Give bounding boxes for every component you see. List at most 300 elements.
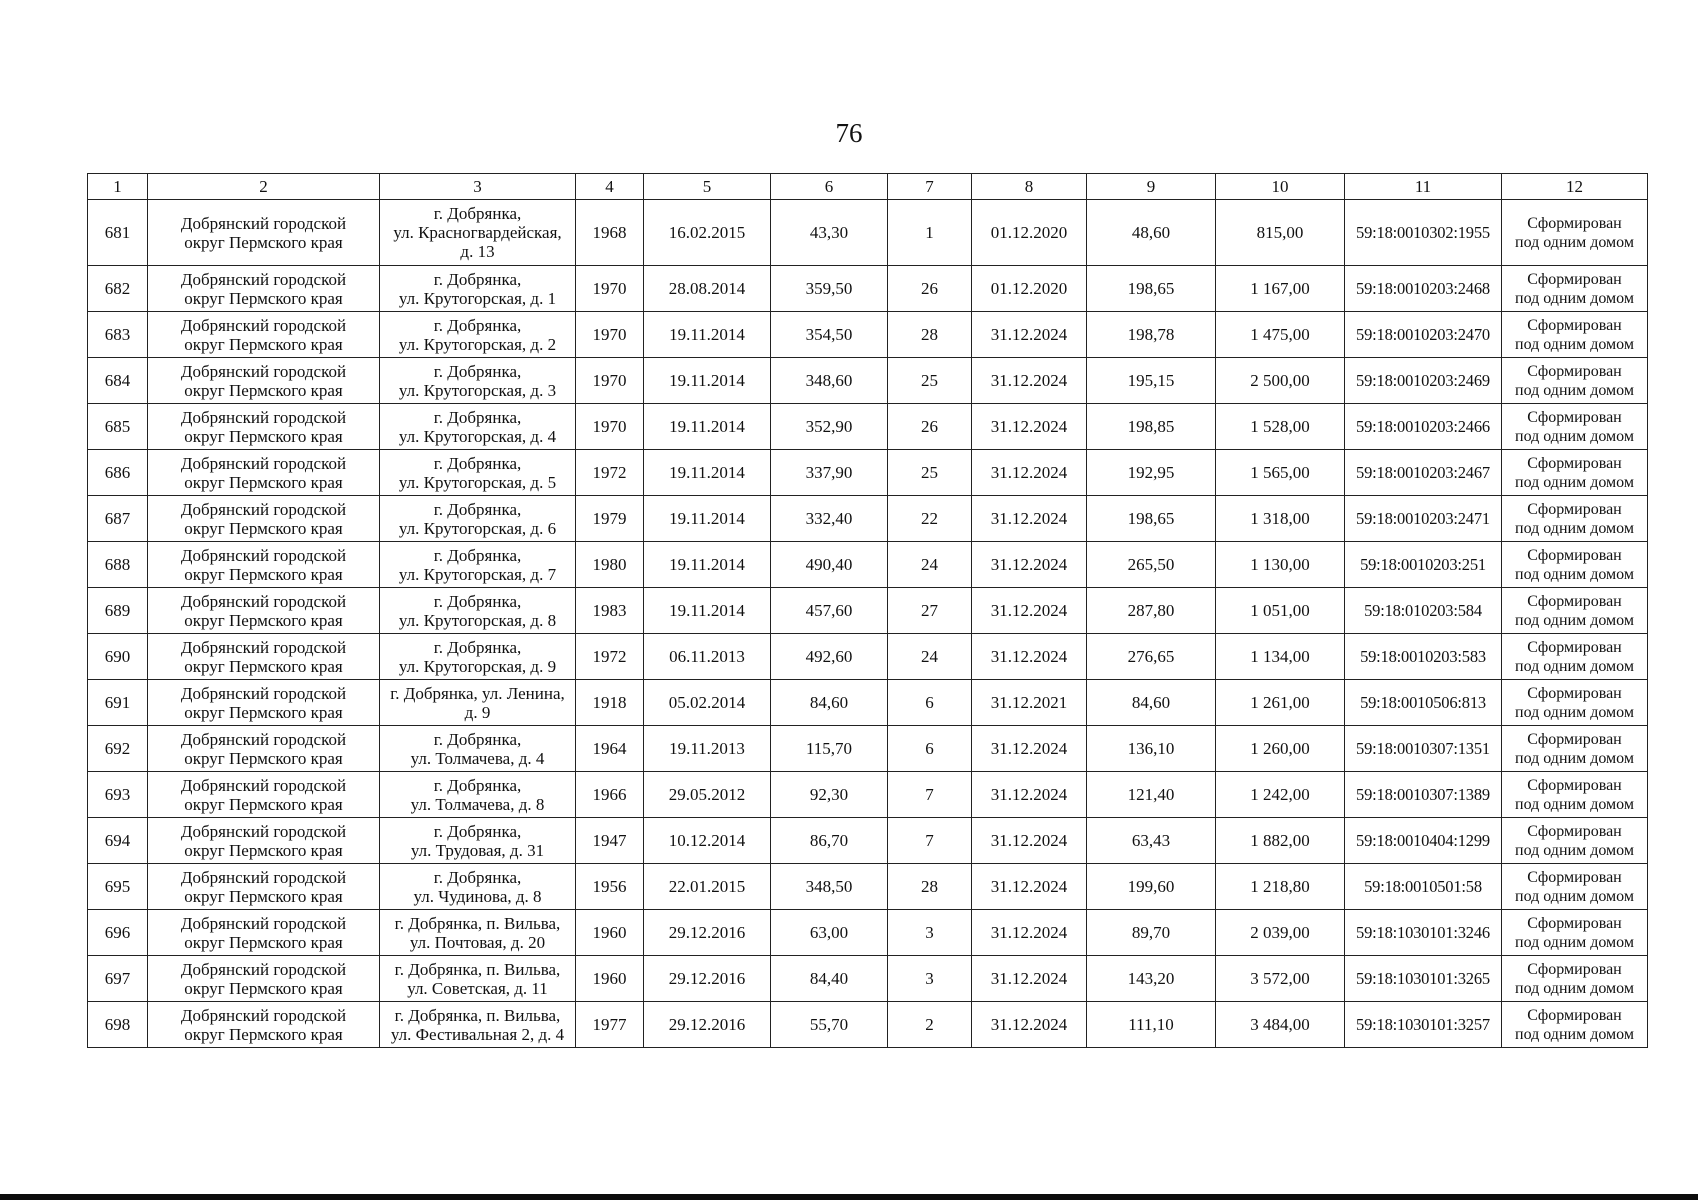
deadline-cell: 31.12.2024	[972, 588, 1087, 634]
status-line: Сформирован	[1527, 638, 1622, 656]
owner-line: округ Пермского края	[184, 978, 343, 998]
cadastral-number-cell: 59:18:0010307:1389	[1345, 772, 1502, 818]
land-area-cell: 3 484,00	[1216, 1002, 1345, 1048]
cadastral-number-cell: 59:18:1030101:3265	[1345, 956, 1502, 1002]
address-cell	[380, 818, 576, 864]
area-cell: 348,60	[771, 358, 888, 404]
cadastral-number-cell: 59:18:0010501:58	[1345, 864, 1502, 910]
land-area-cell: 1 051,00	[1216, 588, 1345, 634]
address-line: г. Добрянка,	[433, 591, 522, 611]
date-cell: 28.08.2014	[644, 266, 771, 312]
status-cell	[1502, 1002, 1648, 1048]
address-cell	[380, 404, 576, 450]
status-cell	[1502, 266, 1648, 312]
count-cell: 24	[888, 634, 972, 680]
area-cell: 354,50	[771, 312, 888, 358]
date-cell: 19.11.2014	[644, 496, 771, 542]
address-line: ул. Крутогорская, д. 3	[398, 380, 557, 400]
address-cell	[380, 1002, 576, 1048]
table-body	[88, 200, 1648, 1048]
area-cell: 457,60	[771, 588, 888, 634]
date-cell: 29.12.2016	[644, 1002, 771, 1048]
row-number-cell: 685	[88, 404, 148, 450]
area2-cell: 195,15	[1087, 358, 1216, 404]
owner-cell	[148, 680, 380, 726]
deadline-cell: 31.12.2024	[972, 1002, 1087, 1048]
row-number-cell: 694	[88, 818, 148, 864]
area-cell: 92,30	[771, 772, 888, 818]
owner-cell	[148, 864, 380, 910]
owner-line: Добрянский городской	[180, 361, 347, 381]
address-cell	[380, 496, 576, 542]
deadline-cell: 31.12.2024	[972, 956, 1087, 1002]
area-cell: 55,70	[771, 1002, 888, 1048]
row-number-cell: 698	[88, 1002, 148, 1048]
status-line: под одним домом	[1515, 335, 1634, 353]
column-header: 12	[1502, 174, 1648, 200]
table-row	[88, 864, 1648, 910]
area-cell: 115,70	[771, 726, 888, 772]
status-line: Сформирован	[1527, 684, 1622, 702]
address-line: г. Добрянка,	[433, 407, 522, 427]
cadastral-number-cell: 59:18:0010404:1299	[1345, 818, 1502, 864]
year-cell: 1970	[576, 266, 644, 312]
status-line: под одним домом	[1515, 933, 1634, 951]
address-cell	[380, 588, 576, 634]
area-cell: 63,00	[771, 910, 888, 956]
count-cell: 2	[888, 1002, 972, 1048]
owner-line: округ Пермского края	[184, 1024, 343, 1044]
column-header: 9	[1087, 174, 1216, 200]
column-header: 4	[576, 174, 644, 200]
date-cell: 19.11.2014	[644, 588, 771, 634]
year-cell: 1970	[576, 312, 644, 358]
row-number-cell: 684	[88, 358, 148, 404]
address-line: г. Добрянка,	[433, 315, 522, 335]
date-cell: 19.11.2014	[644, 404, 771, 450]
address-line: ул. Крутогорская, д. 1	[398, 288, 557, 308]
owner-line: округ Пермского края	[184, 518, 343, 538]
status-cell	[1502, 200, 1648, 266]
status-line: Сформирован	[1527, 546, 1622, 564]
owner-cell	[148, 496, 380, 542]
table-row	[88, 404, 1648, 450]
date-cell: 29.12.2016	[644, 956, 771, 1002]
address-line: г. Добрянка,	[433, 361, 522, 381]
table-row	[88, 726, 1648, 772]
owner-cell	[148, 634, 380, 680]
deadline-cell: 31.12.2024	[972, 772, 1087, 818]
date-cell: 22.01.2015	[644, 864, 771, 910]
area-cell: 348,50	[771, 864, 888, 910]
status-line: под одним домом	[1515, 473, 1634, 491]
area2-cell: 89,70	[1087, 910, 1216, 956]
column-header: 7	[888, 174, 972, 200]
owner-cell	[148, 404, 380, 450]
deadline-cell: 31.12.2024	[972, 450, 1087, 496]
cadastral-number-cell: 59:18:0010203:2470	[1345, 312, 1502, 358]
column-header: 5	[644, 174, 771, 200]
area2-cell: 136,10	[1087, 726, 1216, 772]
status-line: под одним домом	[1515, 611, 1634, 629]
address-line: г. Добрянка, п. Вильва,	[394, 913, 561, 933]
status-cell	[1502, 634, 1648, 680]
status-line: под одним домом	[1515, 565, 1634, 583]
cadastral-number-cell: 59:18:0010307:1351	[1345, 726, 1502, 772]
address-line: г. Добрянка, п. Вильва,	[394, 959, 561, 979]
address-line: г. Добрянка,	[433, 499, 522, 519]
cadastral-number-cell: 59:18:0010203:2471	[1345, 496, 1502, 542]
address-line: г. Добрянка,	[433, 269, 522, 289]
owner-line: округ Пермского края	[184, 472, 343, 492]
row-number-cell: 688	[88, 542, 148, 588]
status-line: Сформирован	[1527, 776, 1622, 794]
count-cell: 22	[888, 496, 972, 542]
count-cell: 26	[888, 266, 972, 312]
table-row	[88, 358, 1648, 404]
area2-cell: 287,80	[1087, 588, 1216, 634]
year-cell: 1979	[576, 496, 644, 542]
status-cell	[1502, 726, 1648, 772]
column-header: 3	[380, 174, 576, 200]
year-cell: 1970	[576, 358, 644, 404]
land-area-cell: 1 882,00	[1216, 818, 1345, 864]
status-line: Сформирован	[1527, 914, 1622, 932]
year-cell: 1972	[576, 450, 644, 496]
owner-line: округ Пермского края	[184, 794, 343, 814]
deadline-cell: 31.12.2024	[972, 496, 1087, 542]
status-line: под одним домом	[1515, 519, 1634, 537]
area2-cell: 276,65	[1087, 634, 1216, 680]
owner-line: округ Пермского края	[184, 232, 343, 252]
date-cell: 29.05.2012	[644, 772, 771, 818]
address-line: ул. Крутогорская, д. 4	[398, 426, 557, 446]
table-row	[88, 312, 1648, 358]
area-cell: 332,40	[771, 496, 888, 542]
table-row	[88, 450, 1648, 496]
address-line: д. 9	[464, 702, 491, 722]
status-line: под одним домом	[1515, 887, 1634, 905]
deadline-cell: 01.12.2020	[972, 266, 1087, 312]
row-number-cell: 693	[88, 772, 148, 818]
owner-line: округ Пермского края	[184, 656, 343, 676]
owner-line: округ Пермского края	[184, 564, 343, 584]
count-cell: 26	[888, 404, 972, 450]
area2-cell: 198,65	[1087, 496, 1216, 542]
area2-cell: 198,65	[1087, 266, 1216, 312]
status-cell	[1502, 496, 1648, 542]
owner-line: Добрянский городской	[180, 821, 347, 841]
area-cell: 43,30	[771, 200, 888, 266]
count-cell: 7	[888, 818, 972, 864]
scan-edge-bar	[0, 1194, 1698, 1200]
date-cell: 10.12.2014	[644, 818, 771, 864]
cadastral-number-cell: 59:18:0010203:2466	[1345, 404, 1502, 450]
address-cell	[380, 910, 576, 956]
land-area-cell: 1 565,00	[1216, 450, 1345, 496]
deadline-cell: 31.12.2024	[972, 910, 1087, 956]
table-row	[88, 956, 1648, 1002]
owner-cell	[148, 910, 380, 956]
row-number-cell: 683	[88, 312, 148, 358]
address-line: г. Добрянка,	[433, 775, 522, 795]
address-cell	[380, 266, 576, 312]
deadline-cell: 31.12.2024	[972, 312, 1087, 358]
address-line: ул. Красногвардейская,	[393, 223, 562, 242]
year-cell: 1964	[576, 726, 644, 772]
area-cell: 84,60	[771, 680, 888, 726]
owner-cell	[148, 588, 380, 634]
owner-line: Добрянский городской	[180, 591, 347, 611]
status-cell	[1502, 956, 1648, 1002]
cadastral-number-cell: 59:18:0010506:813	[1345, 680, 1502, 726]
address-line: г. Добрянка,	[433, 204, 522, 223]
table-row	[88, 680, 1648, 726]
row-number-cell: 690	[88, 634, 148, 680]
date-cell: 06.11.2013	[644, 634, 771, 680]
row-number-cell: 692	[88, 726, 148, 772]
count-cell: 6	[888, 680, 972, 726]
table-row	[88, 542, 1648, 588]
owner-cell	[148, 772, 380, 818]
owner-line: округ Пермского края	[184, 748, 343, 768]
cadastral-number-cell: 59:18:0010203:2469	[1345, 358, 1502, 404]
address-cell	[380, 358, 576, 404]
row-number-cell: 697	[88, 956, 148, 1002]
status-cell	[1502, 818, 1648, 864]
owner-line: Добрянский городской	[180, 407, 347, 427]
column-header: 8	[972, 174, 1087, 200]
status-cell	[1502, 358, 1648, 404]
land-area-cell: 3 572,00	[1216, 956, 1345, 1002]
area2-cell: 121,40	[1087, 772, 1216, 818]
deadline-cell: 31.12.2024	[972, 634, 1087, 680]
count-cell: 24	[888, 542, 972, 588]
status-cell	[1502, 404, 1648, 450]
owner-cell	[148, 266, 380, 312]
address-line: г. Добрянка, п. Вильва,	[394, 1005, 561, 1025]
count-cell: 1	[888, 200, 972, 266]
area-cell: 337,90	[771, 450, 888, 496]
table-row	[88, 266, 1648, 312]
table-row	[88, 1002, 1648, 1048]
status-line: Сформирован	[1527, 270, 1622, 288]
status-cell	[1502, 542, 1648, 588]
address-line: г. Добрянка,	[433, 867, 522, 887]
count-cell: 3	[888, 956, 972, 1002]
cadastral-number-cell: 59:18:1030101:3257	[1345, 1002, 1502, 1048]
count-cell: 6	[888, 726, 972, 772]
date-cell: 19.11.2014	[644, 312, 771, 358]
status-line: Сформирован	[1527, 960, 1622, 978]
status-cell	[1502, 772, 1648, 818]
date-cell: 19.11.2013	[644, 726, 771, 772]
column-header: 6	[771, 174, 888, 200]
owner-line: Добрянский городской	[180, 453, 347, 473]
area-cell: 359,50	[771, 266, 888, 312]
address-line: ул. Крутогорская, д. 8	[398, 610, 557, 630]
status-line: Сформирован	[1527, 500, 1622, 518]
status-line: Сформирован	[1527, 454, 1622, 472]
owner-line: Добрянский городской	[180, 637, 347, 657]
table-row	[88, 634, 1648, 680]
year-cell: 1980	[576, 542, 644, 588]
owner-line: округ Пермского края	[184, 932, 343, 952]
status-line: под одним домом	[1515, 427, 1634, 445]
status-line: под одним домом	[1515, 979, 1634, 997]
address-line: г. Добрянка,	[433, 821, 522, 841]
date-cell: 16.02.2015	[644, 200, 771, 266]
column-number-row	[88, 174, 1648, 200]
land-area-cell: 815,00	[1216, 200, 1345, 266]
address-cell	[380, 542, 576, 588]
table-row	[88, 588, 1648, 634]
count-cell: 27	[888, 588, 972, 634]
year-cell: 1972	[576, 634, 644, 680]
owner-line: Добрянский городской	[180, 315, 347, 335]
status-line: Сформирован	[1527, 592, 1622, 610]
owner-line: округ Пермского края	[184, 702, 343, 722]
row-number-cell: 681	[88, 200, 148, 266]
row-number-cell: 689	[88, 588, 148, 634]
owner-line: Добрянский городской	[180, 1005, 347, 1025]
land-area-cell: 1 242,00	[1216, 772, 1345, 818]
area2-cell: 198,85	[1087, 404, 1216, 450]
address-line: ул. Чудинова, д. 8	[413, 886, 542, 906]
area2-cell: 84,60	[1087, 680, 1216, 726]
date-cell: 19.11.2014	[644, 358, 771, 404]
status-cell	[1502, 680, 1648, 726]
column-header: 10	[1216, 174, 1345, 200]
status-cell	[1502, 312, 1648, 358]
status-line: под одним домом	[1515, 703, 1634, 721]
owner-line: Добрянский городской	[180, 867, 347, 887]
area2-cell: 192,95	[1087, 450, 1216, 496]
date-cell: 05.02.2014	[644, 680, 771, 726]
housing-registry-table	[87, 173, 1648, 1048]
page-number: 76	[835, 118, 863, 148]
address-line: г. Добрянка, ул. Ленина,	[390, 683, 565, 703]
owner-line: округ Пермского края	[184, 334, 343, 354]
owner-cell	[148, 312, 380, 358]
owner-line: Добрянский городской	[180, 729, 347, 749]
status-line: Сформирован	[1527, 214, 1622, 232]
deadline-cell: 31.12.2024	[972, 818, 1087, 864]
area2-cell: 111,10	[1087, 1002, 1216, 1048]
owner-line: Добрянский городской	[180, 775, 347, 795]
date-cell: 29.12.2016	[644, 910, 771, 956]
address-line: ул. Фестивальная 2, д. 4	[390, 1024, 565, 1044]
status-line: Сформирован	[1527, 1006, 1622, 1024]
deadline-cell: 31.12.2024	[972, 542, 1087, 588]
year-cell: 1983	[576, 588, 644, 634]
status-line: Сформирован	[1527, 316, 1622, 334]
row-number-cell: 687	[88, 496, 148, 542]
row-number-cell: 686	[88, 450, 148, 496]
row-number-cell: 691	[88, 680, 148, 726]
area-cell: 490,40	[771, 542, 888, 588]
status-line: Сформирован	[1527, 362, 1622, 380]
owner-line: Добрянский городской	[180, 683, 347, 703]
owner-line: Добрянский городской	[180, 269, 347, 289]
area2-cell: 199,60	[1087, 864, 1216, 910]
address-line: г. Добрянка,	[433, 545, 522, 565]
address-line: ул. Толмачева, д. 4	[410, 748, 545, 768]
address-cell	[380, 312, 576, 358]
owner-cell	[148, 1002, 380, 1048]
address-line: г. Добрянка,	[433, 729, 522, 749]
cadastral-number-cell: 59:18:0010203:2468	[1345, 266, 1502, 312]
year-cell: 1918	[576, 680, 644, 726]
address-line: ул. Крутогорская, д. 6	[398, 518, 557, 538]
owner-line: округ Пермского края	[184, 840, 343, 860]
deadline-cell: 31.12.2024	[972, 864, 1087, 910]
owner-line: округ Пермского края	[184, 380, 343, 400]
status-line: под одним домом	[1515, 381, 1634, 399]
column-header: 11	[1345, 174, 1502, 200]
status-line: Сформирован	[1527, 730, 1622, 748]
area2-cell: 48,60	[1087, 200, 1216, 266]
owner-cell	[148, 818, 380, 864]
land-area-cell: 2 039,00	[1216, 910, 1345, 956]
address-cell	[380, 200, 576, 266]
table-row	[88, 818, 1648, 864]
land-area-cell: 1 218,80	[1216, 864, 1345, 910]
owner-cell	[148, 956, 380, 1002]
area2-cell: 143,20	[1087, 956, 1216, 1002]
owner-cell	[148, 542, 380, 588]
land-area-cell: 1 475,00	[1216, 312, 1345, 358]
area-cell: 492,60	[771, 634, 888, 680]
area2-cell: 63,43	[1087, 818, 1216, 864]
row-number-cell: 695	[88, 864, 148, 910]
address-line: д. 13	[460, 242, 495, 261]
address-cell	[380, 450, 576, 496]
address-cell	[380, 864, 576, 910]
owner-line: Добрянский городской	[180, 213, 347, 233]
count-cell: 3	[888, 910, 972, 956]
address-cell	[380, 680, 576, 726]
area-cell: 352,90	[771, 404, 888, 450]
status-line: под одним домом	[1515, 841, 1634, 859]
status-cell	[1502, 864, 1648, 910]
address-cell	[380, 634, 576, 680]
date-cell: 19.11.2014	[644, 450, 771, 496]
owner-cell	[148, 726, 380, 772]
owner-line: округ Пермского края	[184, 426, 343, 446]
owner-line: округ Пермского края	[184, 886, 343, 906]
count-cell: 25	[888, 358, 972, 404]
land-area-cell: 2 500,00	[1216, 358, 1345, 404]
status-line: под одним домом	[1515, 1025, 1634, 1043]
year-cell: 1966	[576, 772, 644, 818]
year-cell: 1956	[576, 864, 644, 910]
land-area-cell: 1 528,00	[1216, 404, 1345, 450]
area-cell: 86,70	[771, 818, 888, 864]
deadline-cell: 31.12.2024	[972, 358, 1087, 404]
area-cell: 84,40	[771, 956, 888, 1002]
cadastral-number-cell: 59:18:1030101:3246	[1345, 910, 1502, 956]
row-number-cell: 682	[88, 266, 148, 312]
land-area-cell: 1 130,00	[1216, 542, 1345, 588]
cadastral-number-cell: 59:18:010203:584	[1345, 588, 1502, 634]
status-line: под одним домом	[1515, 749, 1634, 767]
count-cell: 28	[888, 312, 972, 358]
deadline-cell: 31.12.2024	[972, 726, 1087, 772]
column-header: 1	[88, 174, 148, 200]
address-line: ул. Крутогорская, д. 5	[398, 472, 557, 492]
address-line: ул. Советская, д. 11	[407, 978, 548, 998]
